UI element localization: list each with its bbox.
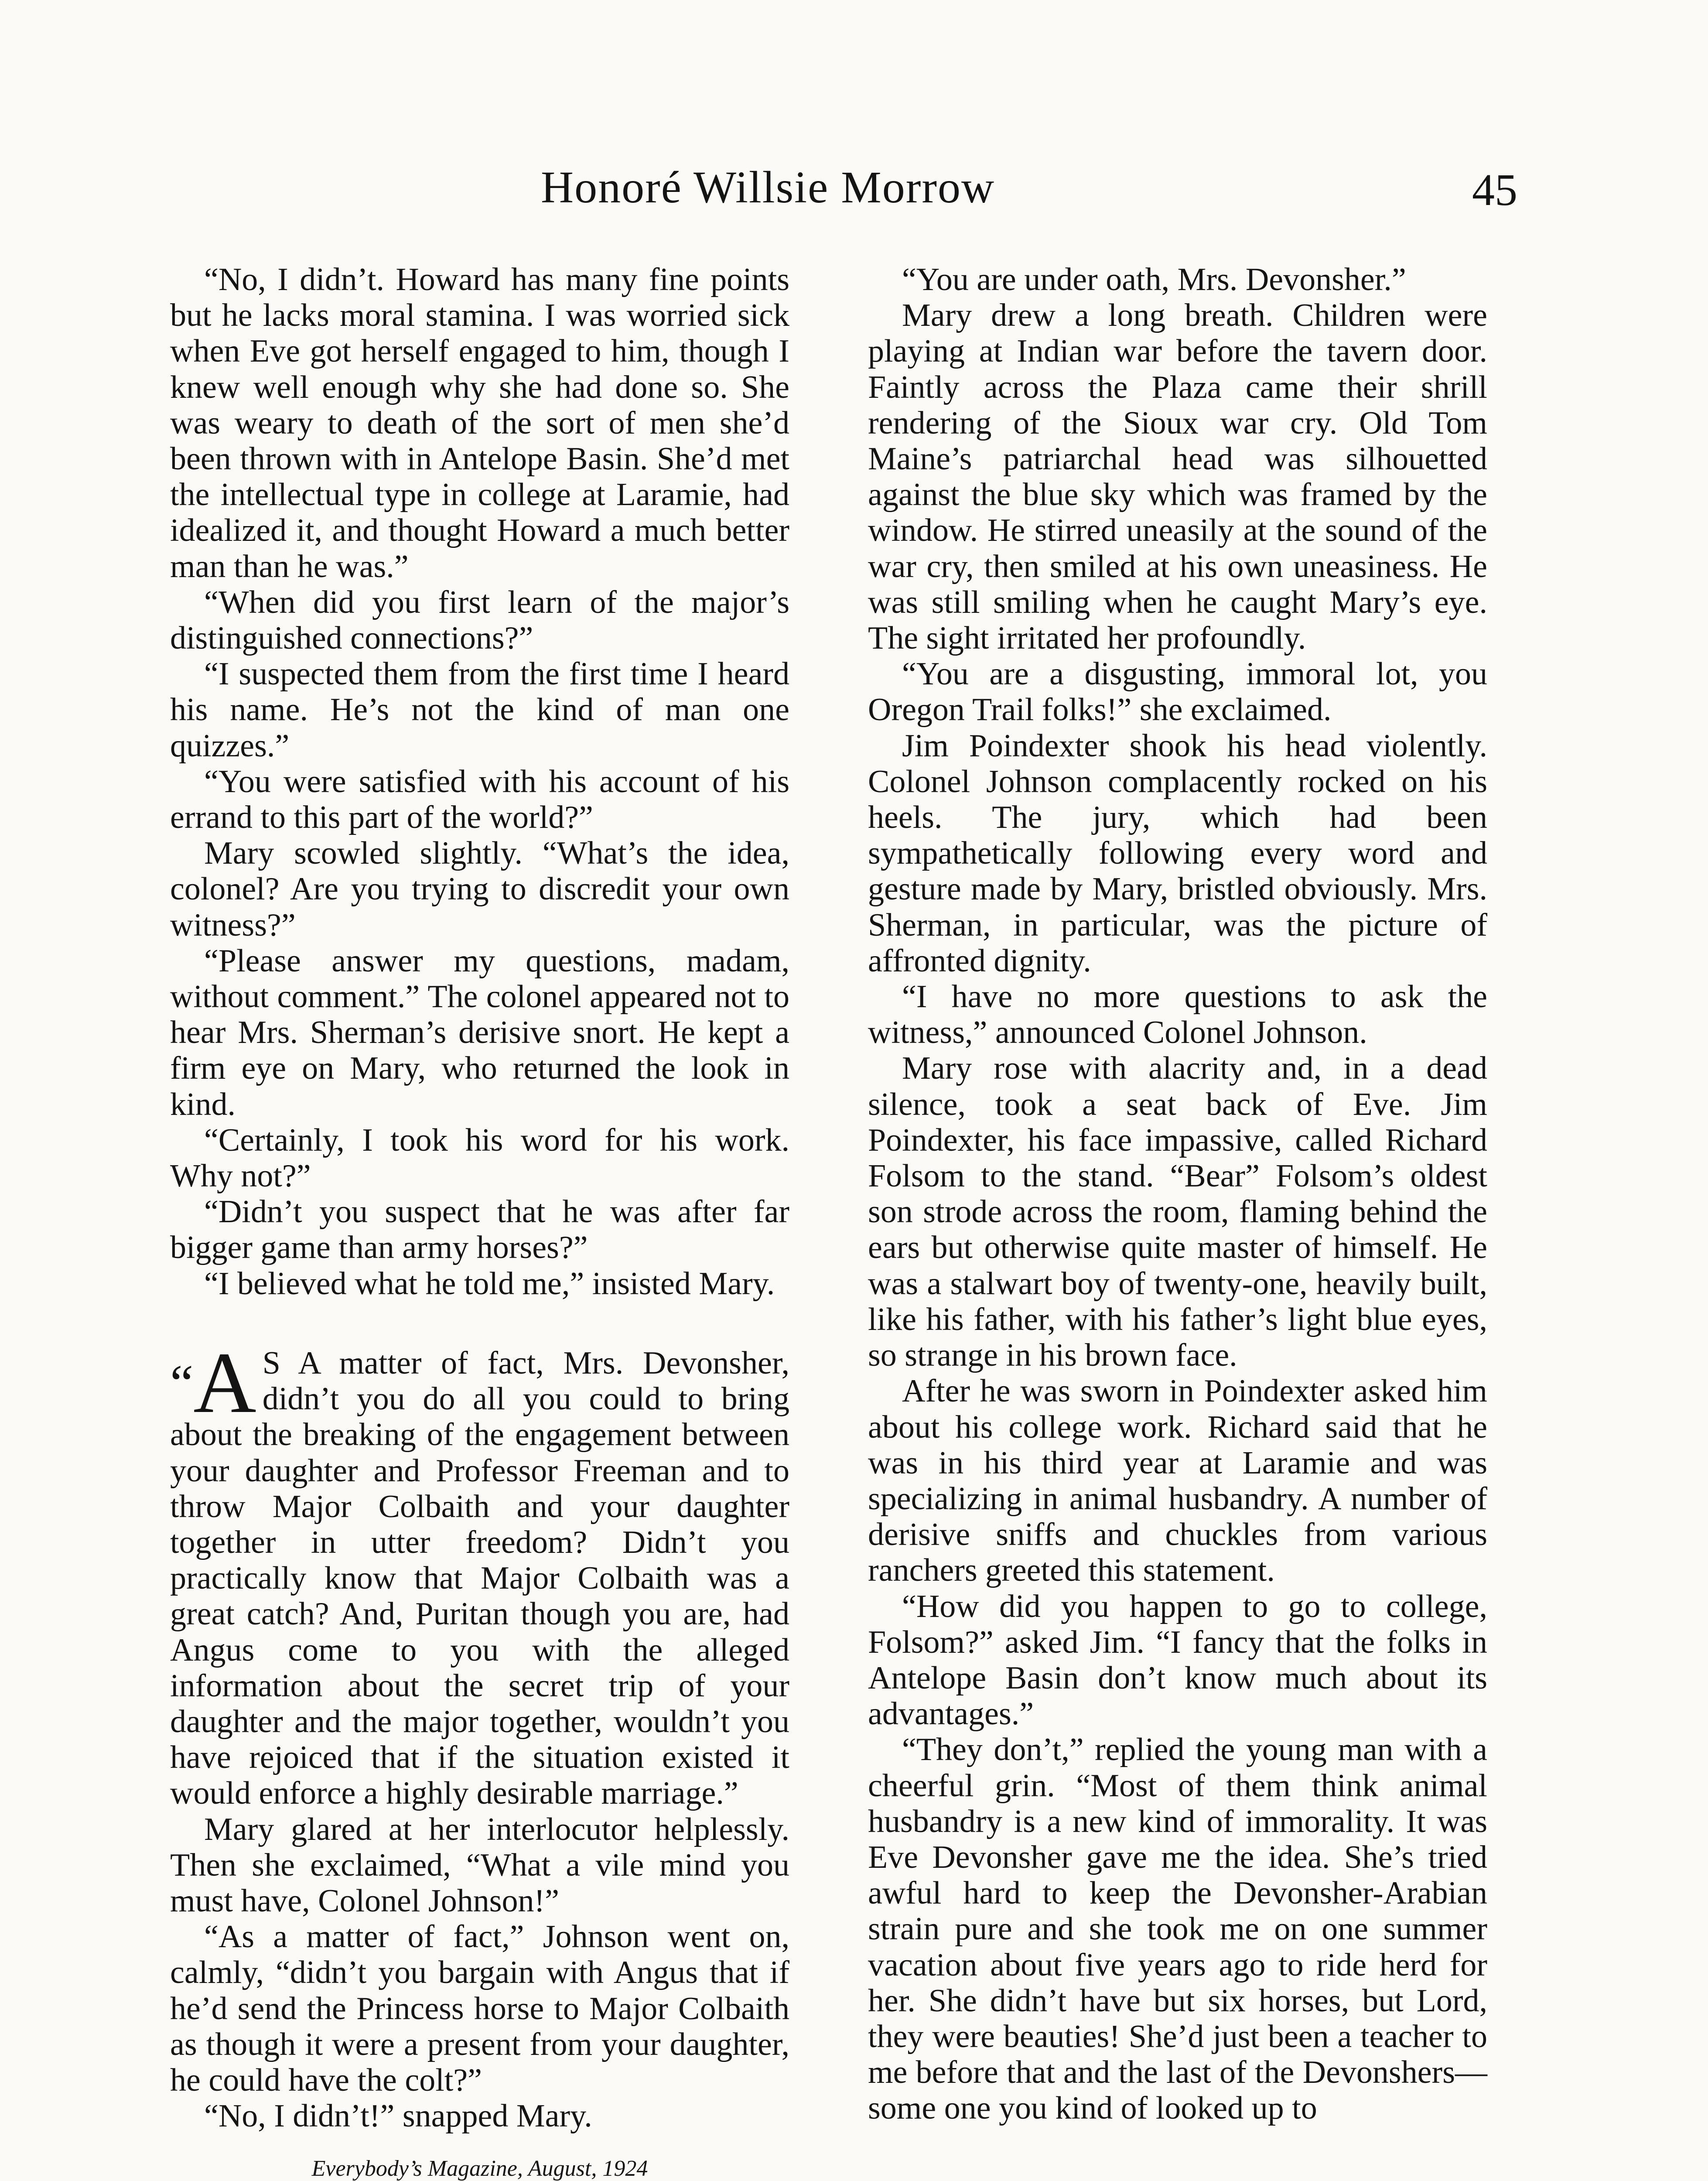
paragraph: “When did you first learn of the major’s distinguished connections?” <box>170 584 789 656</box>
right-column <box>868 262 1487 2126</box>
paragraph: After he was sworn in Poindexter asked him about his college work. Richard said that he was in his third year at Laramie and was specializing in animal husbandry. A number of derisive sniffs and chuckles from various ranchers greeted this statement. <box>868 1373 1487 1589</box>
paragraph: Mary drew a long breath. Children were playing at Indian war before the tavern door. Faintly across the Plaza came their shrill rendering of the Sioux war cry. Old Tom Maine’s patriarchal head was silhouetted against the blue sky which was framed by the window. He stirred uneasily at the sound of the war cry, then smiled at his own uneasiness. He was still smiling when he caught Mary’s eye. The sight irritated her profoundly. <box>868 297 1487 656</box>
page-header <box>0 161 1708 222</box>
paragraph: Jim Poindexter shook his head violently. Colonel Johnson complacently rocked on his heels. The jury, which had been sympathetically following every word and gesture made by Mary, bristled obviously. Mrs. Sherman, in particular, was the picture of affronted dignity. <box>868 728 1487 979</box>
drop-cap-letter: A <box>193 1334 256 1431</box>
paragraph: “You are a disgusting, immoral lot, you Oregon Trail folks!” she exclaimed. <box>868 656 1487 728</box>
paragraph: “Certainly, I took his word for his work. Why not?” <box>170 1122 789 1194</box>
paragraph: “You were satisfied with his account of his errand to this part of the world?” <box>170 763 789 836</box>
dropcap-paragraph-text: S A matter of fact, Mrs. Devonsher, didn’t you do all you could to bring about the breaking of the engagement between your daughter and Professor Freeman and to throw Major Colbaith and your daughter together in utter freedom? Didn’t you practically know that Major Colbaith was a great catch? And, Puritan though you are, had Angus come to you with the alleged information about the secret trip of your daughter and the major together, wouldn’t you have rejoiced that if the situation existed it would enforce a highly desirable marriage.” <box>170 1345 789 1812</box>
paragraph: “I suspected them from the first time I heard his name. He’s not the kind of man one quizzes.” <box>170 656 789 764</box>
running-title: Honoré Willsie Morrow <box>541 162 995 212</box>
drop-cap-quote: “ <box>170 1354 194 1412</box>
paragraph: “Please answer my questions, madam, without comment.” The colonel appeared not to hear Mrs. Sherman’s derisive snort. He kept a firm eye on Mary, who returned the look in kind. <box>170 943 789 1122</box>
paragraph: “No, I didn’t!” snapped Mary. <box>204 2098 592 2134</box>
paragraph: Mary rose with alacrity and, in a dead silence, took a seat back of Eve. Jim Poindexter, his face impassive, called Richard Folsom to the stand. “Bear” Folsom’s oldest son strode across the room, flaming behind the ears but otherwise quite master of himself. He was a stalwart boy of twenty-one, heavily built, like his father, with his father’s light blue eyes, so strange in his brown face. <box>868 1050 1487 1374</box>
paragraph: “You are under oath, Mrs. Devonsher.” <box>902 262 1406 297</box>
page-number: 45 <box>1472 165 1517 215</box>
left-column <box>170 262 789 2181</box>
paragraph: “As a matter of fact,” Johnson went on, calmly, “didn’t you bargain with Angus that if he’d send the Princess horse to Major Colbaith as though it were a present from your daughter, he could have the colt?” <box>170 1919 789 2098</box>
paragraph: Mary glared at her interlocutor helplessly. Then she exclaimed, “What a vile mind you must have, Colonel Johnson!” <box>170 1811 789 1919</box>
paragraph: “How did you happen to go to college, Folsom?” asked Jim. “I fancy that the folks in Antelope Basin don’t know much about its advantages.” <box>868 1588 1487 1732</box>
paragraph: “Didn’t you suspect that he was after far bigger game than army horses?” <box>170 1194 789 1266</box>
paragraph: Mary scowled slightly. “What’s the idea, colonel? Are you trying to discredit your own witness?” <box>170 835 789 943</box>
paragraph: “I have no more questions to ask the witness,” announced Colonel Johnson. <box>868 979 1487 1051</box>
paragraph: “They don’t,” replied the young man with a cheerful grin. “Most of them think animal husbandry is a new kind of immorality. It was Eve Devonsher gave me the idea. She’s tried awful hard to keep the Devonsher-Arabian strain pure and she took me on one summer vacation about five years ago to ride herd for her. She didn’t have but six horses, but Lord, they were beauties! She’d just been a teacher to me before that and the last of the Devonshers—some one you kind of looked up to <box>868 1732 1487 2126</box>
drop-cap <box>170 1334 256 1431</box>
paragraph: “I believed what he told me,” insisted Mary. <box>204 1265 775 1302</box>
paragraph: “No, I didn’t. Howard has many fine points but he lacks moral stamina. I was worried sick when Eve got herself engaged to him, though I knew well enough why she had done so. She was weary to death of the sort of men she’d been thrown with in Antelope Basin. She’d met the intellectual type in college at Laramie, had idealized it, and thought Howard a much better man than he was.” <box>170 262 789 585</box>
dropcap-paragraph <box>170 1334 789 1812</box>
magazine-credit: Everybody’s Magazine, August, 1924 <box>311 2156 648 2181</box>
